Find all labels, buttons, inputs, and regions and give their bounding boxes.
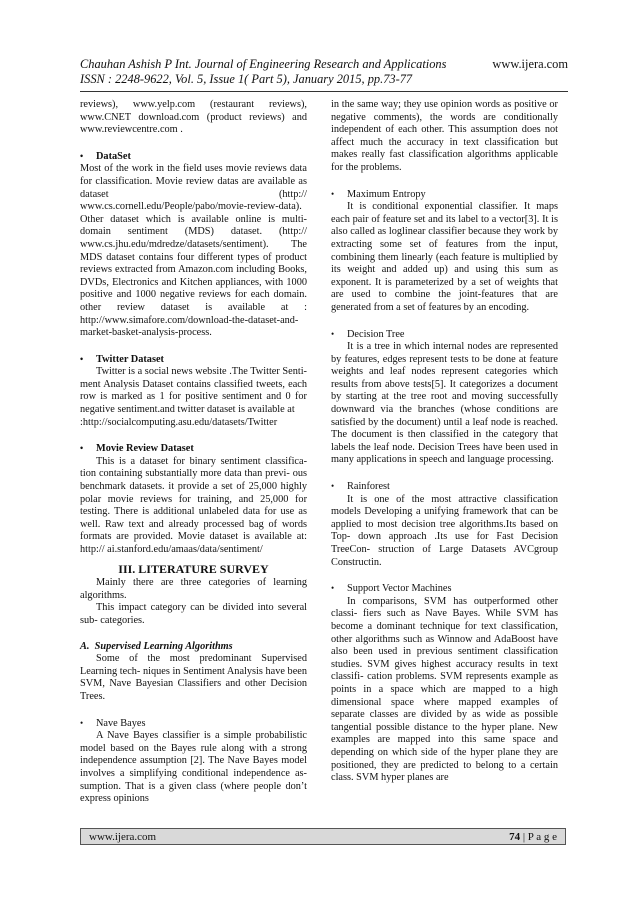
survey-paragraph-2: This impact category can be divided into several sub- categories. xyxy=(80,602,307,626)
bullet-icon: • xyxy=(331,188,335,199)
bullet-icon: • xyxy=(80,443,84,454)
twitter-url[interactable]: :http://socialcomputing.asu.edu/datasets/Twitter xyxy=(80,416,278,428)
page-number: 74 | P a g e xyxy=(509,830,557,843)
svm-heading: • Support Vector Machines xyxy=(331,583,452,595)
supervised-paragraph: Some of the most predominant Supervised Learning tech- niques in Sentiment Analysis have been SVM, Nave Bayesian Classifiers and other Decision Trees. xyxy=(80,653,307,702)
page-header xyxy=(80,57,568,87)
intro-paragraph: reviews), www.yelp.com (restaurant reviews), www.CNET download.com (product reviews) and www.reviewcentre.com . xyxy=(80,99,307,136)
naive-bayes-paragraph: A Nave Bayes classifier is a simple probabilistic model based on the Bayes rule along with a strong independence assumption [2]. The Nave Bayes model involves a simplifying conditional independence as- sumption. That is a given class (where people don’t express opinions xyxy=(80,730,307,805)
decision-tree-paragraph: It is a tree in which internal nodes are represented by features, edges represent tests to be done at feature weights and leaf nodes represent categories which results from above tests[5]. It categorizes a document by starting at the tree root and moving successfully downward via the branches (whose conditions are satisfied by the document) until a leaf node is reached. The document is then classified in the category that labels the leaf node. Decision Trees have been used in many applications in speech and language processing. xyxy=(331,341,558,466)
subsection-heading: A. Supervised Learning Algorithms xyxy=(80,640,233,652)
header-url[interactable]: www.ijera.com xyxy=(492,57,568,71)
max-entropy-paragraph: It is conditional exponential classifier. It maps each pair of feature set and its label to a vector[3]. It is also called as loglinear classifier because they work by extracting some set of features from the input, combining them linearly (each feature is multiplied by its weight and added up) and using this sum as exponent. It is parameterized by a set of weights that are used to combine the joint-features that are generated from a set of features by an encoding. xyxy=(331,201,558,313)
issn-line: ISSN : 2248-9622, Vol. 5, Issue 1( Part 5), January 2015, pp.73-77 xyxy=(80,72,413,86)
twitter-paragraph: Twitter is a social news website .The Twitter Senti- ment Analysis Dataset contains classified tweets, each row is marked as 1 for positive sentiment and 0 for negative sentiment.and twitter dataset is available at xyxy=(80,366,307,416)
movie-paragraph: This is a dataset for binary sentiment classifica- tion containing substantially more data than previ- ous benchmark datasets. it provide a set of 25,000 highly polar movie reviews for training, and 25,000 for testing. There is additional unlabeled data for use as well. Raw text and already processed bag of words formats are provided. Movie dataset is available at: http:// ai.stanford.edu/amaas/data/sentiment/ xyxy=(80,455,307,555)
footer-url[interactable]: www.ijera.com xyxy=(89,830,157,843)
left-column xyxy=(80,99,307,806)
max-entropy-heading: • Maximum Entropy xyxy=(331,188,426,200)
rainforest-paragraph: It is one of the most attractive classification models Developing a unifying framework that can be applied to most decision tree algorithms.Its based on Top- down approach .Its use for Fast Decision TreeCon- struction of Large Datasets AVCgroup Constructin. xyxy=(331,493,558,568)
naive-bayes-heading: • Nave Bayes xyxy=(80,717,146,729)
bullet-icon: • xyxy=(80,717,84,728)
continued-paragraph: in the same way; they use opinion words as positive or negative comments), the words are conditionally independent of each other. This assumption does not affect much the accuracy in text classification but makes really fast classification algorithms applicable for the problems. xyxy=(331,99,558,173)
bullet-icon: • xyxy=(331,583,335,594)
right-column xyxy=(331,99,558,785)
rainforest-heading: • Rainforest xyxy=(331,481,390,493)
svm-paragraph: In comparisons, SVM has outperformed other classi- fiers such as Nave Bayes. While SVM has become a dominant technique for text classification, other algorithms such as Winnow and AdaBoost have also been used in previous sentiment classification studies. SVM gives highest accuracy results in text classifi- cation problems. SVM represents example as points in a space which are mapped to a high dimensional space where mapped examples of separate classes are divided by as wide as possible tangential possible distance to the hyper plane. New examples are mapped into this same space and depending on which side of the hyper plane they are positioned, they are predicted to belong to a certain class. SVM hyper planes are xyxy=(331,595,558,784)
dataset-paragraph: Most of the work in the field uses movie reviews data for classification. Movie review datas are available as dataset (http:// www.cs.cornell.edu/People/pabo/movie-review-data). Other dataset which is available online is multi-domain sentiment (MDS) dataset. (http:// www.cs.jhu.edu/mdredze/datasets/sentiment). The MDS dataset contains four different types of product reviews extracted from Amazon.com including Books, DVDs, Electronics and Kitchen appliances, with 1000 positive and 1000 negative reviews for each domain. other review dataset is available at : http://www.simafore.com/download-the-dataset-and- market-basket-analysis-process. xyxy=(80,163,307,339)
journal-title: Chauhan Ashish P Int. Journal of Engineering Research and Applications xyxy=(80,57,447,71)
bullet-icon: • xyxy=(80,353,84,364)
twitter-heading: • Twitter Dataset xyxy=(80,353,164,365)
movie-heading: • Movie Review Dataset xyxy=(80,443,194,455)
bullet-icon: • xyxy=(80,150,84,161)
survey-paragraph-1: Mainly there are three categories of learning algorithms. xyxy=(80,577,307,601)
header-rule xyxy=(80,91,568,92)
bullet-icon: • xyxy=(331,328,335,339)
decision-tree-heading: • Decision Tree xyxy=(331,328,405,340)
page-footer xyxy=(80,828,566,845)
section-title: III. LITERATURE SURVEY xyxy=(118,561,269,576)
bullet-icon: • xyxy=(331,481,335,492)
dataset-heading: • DataSet xyxy=(80,150,131,162)
